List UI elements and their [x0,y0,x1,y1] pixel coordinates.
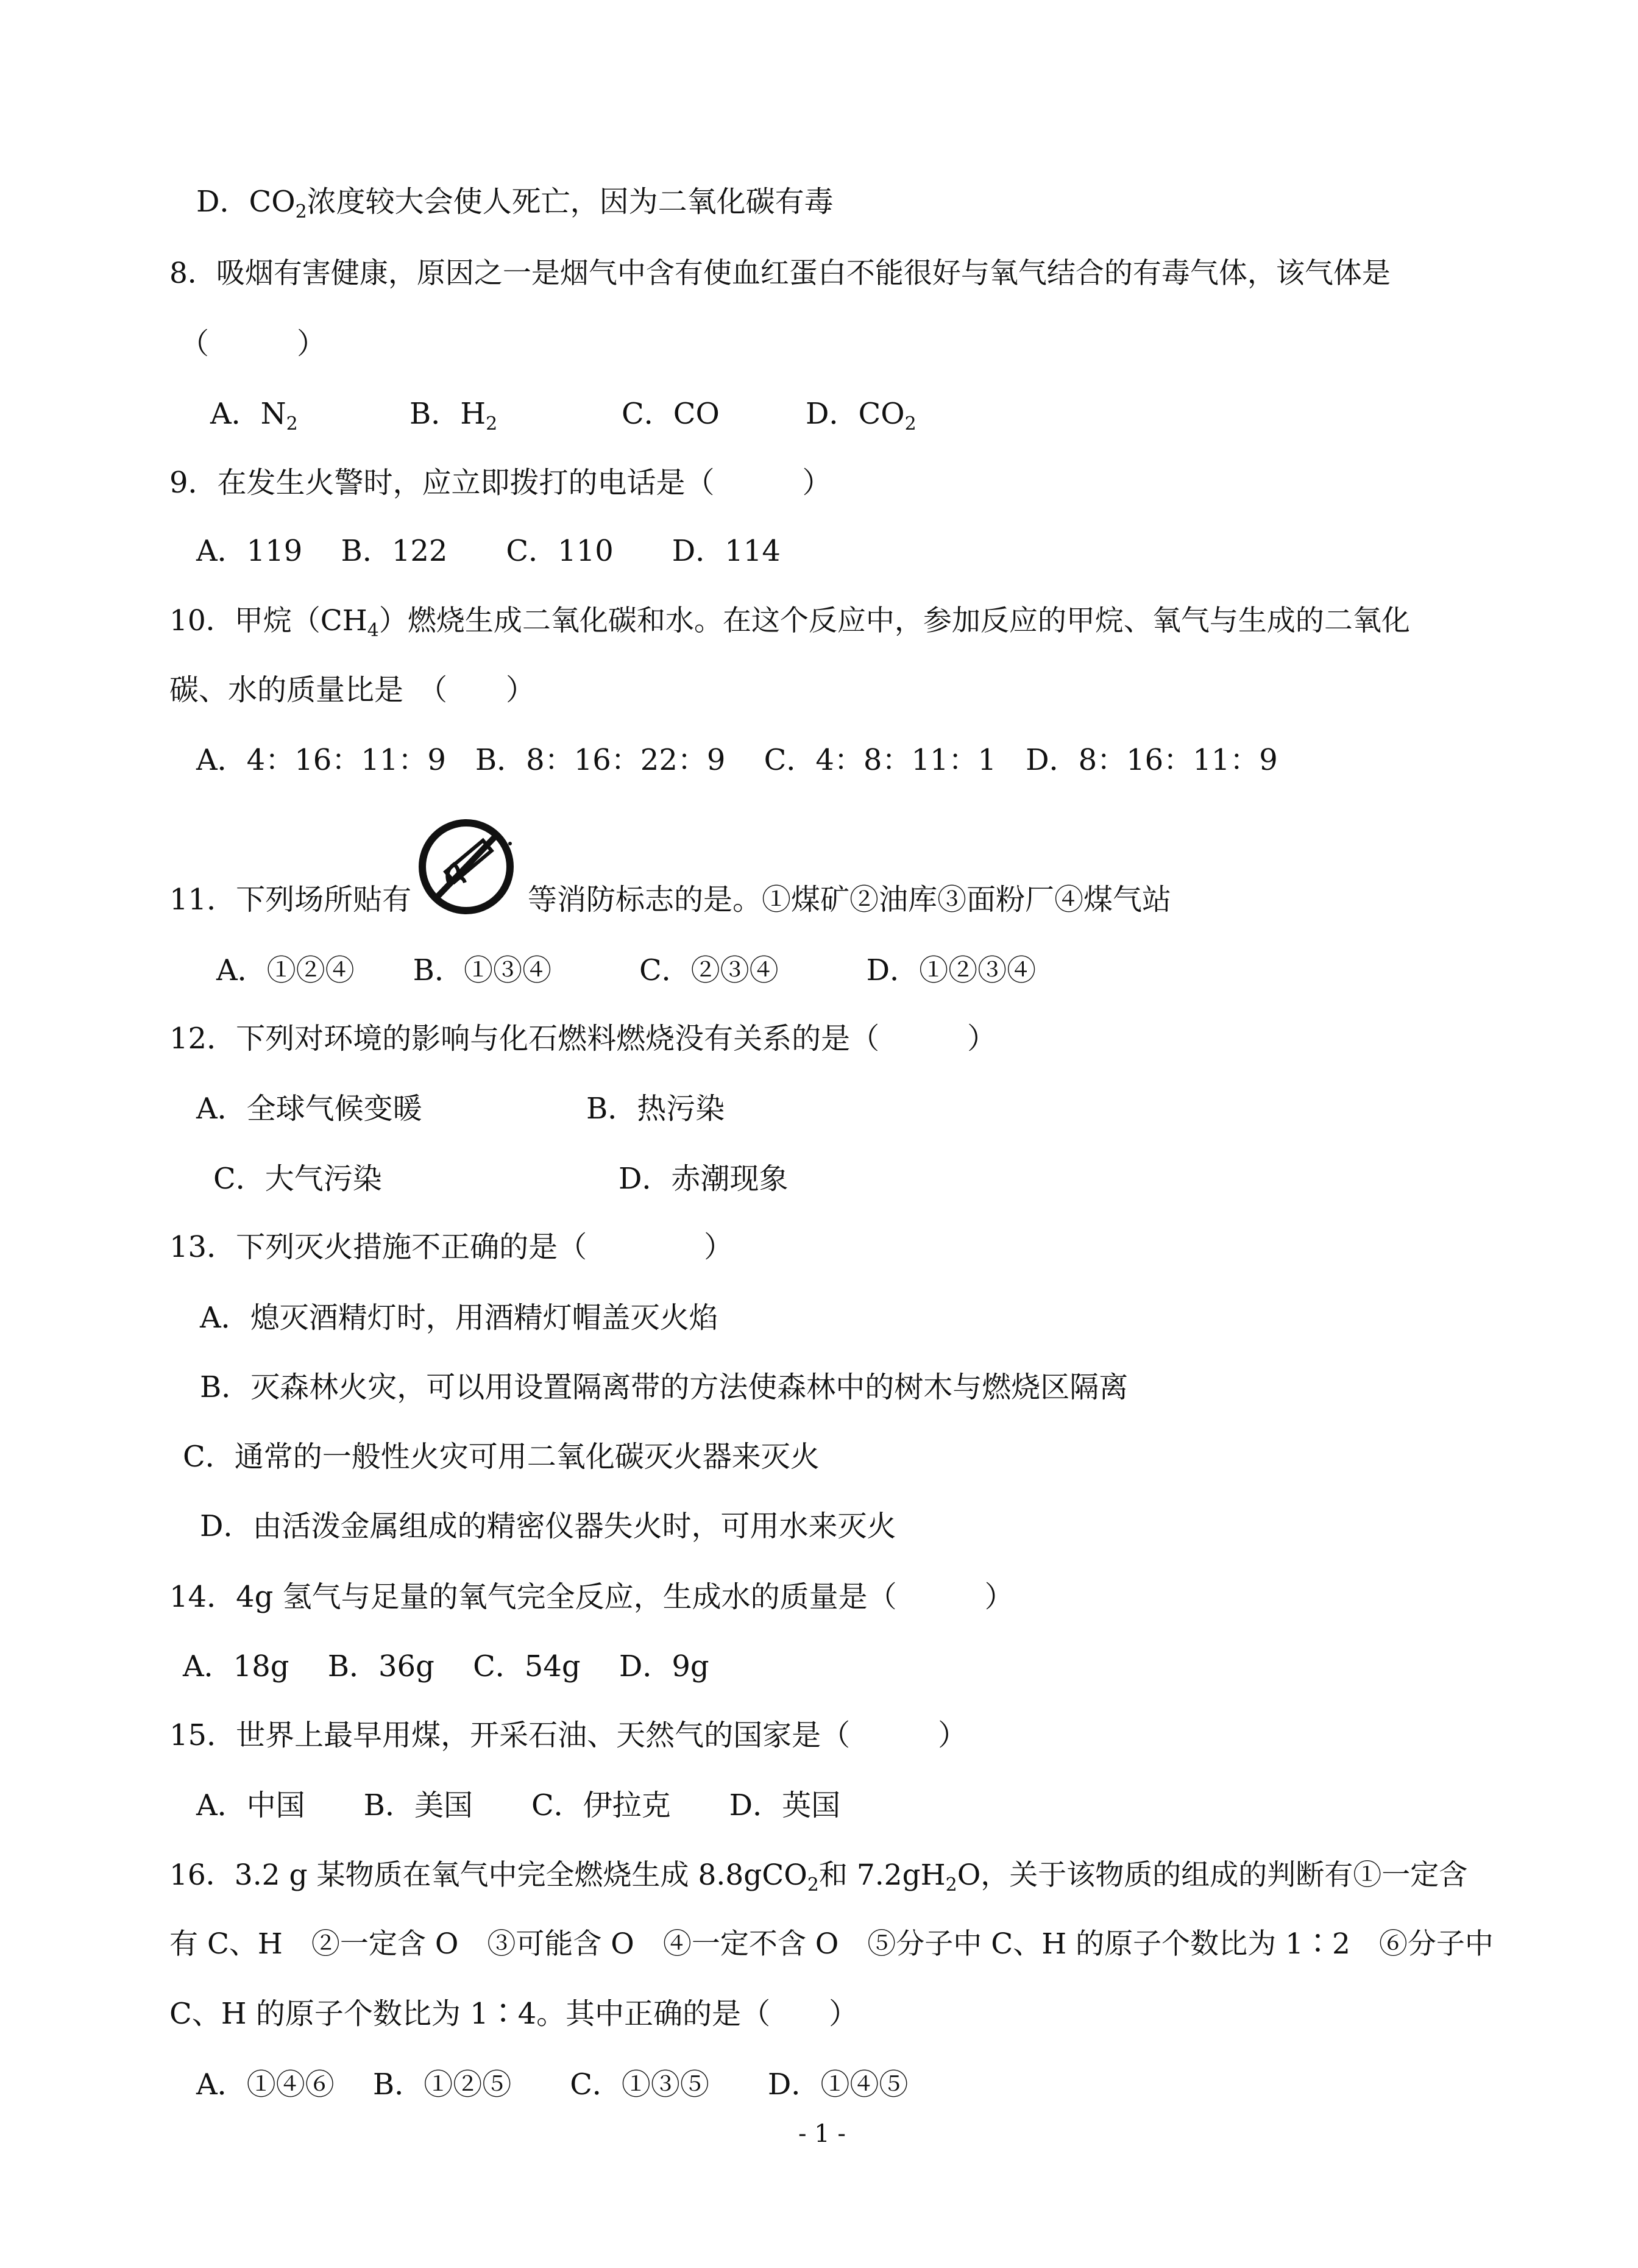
q10-stem-line1: 10．甲烷$(CH_4)$燃烧生成二氧化碳和水。在这个反应中，参加反应的甲烷、氧气与生成的二氧化 [169,604,1410,641]
q15-stem: 15．世界上最早用煤，开采石油、天然气的国家是（ ） [169,1718,968,1752]
q12-option-d: D．赤潮现象 [619,1162,789,1196]
q8-option-c: C．CO [622,397,720,431]
q13-option-d: D．由活泼金属组成的精密仪器失火时，可用水来灭火 [200,1509,896,1543]
q12-option-b: B．热污染 [586,1092,725,1126]
q7-option-d: D．$CO_2$浓度较大会使人死亡，因为二氧化碳有毒 [196,185,834,222]
q10-options: A．4：16：11：9 B．8：16：22：9 C．4：8：11：1 D．8：16：11：9 [196,743,1278,777]
q11-stem-end: 等消防标志的是。①煤矿②油库③面粉厂④煤气站 [528,883,1172,917]
page-number: - 1 - [798,2120,846,2148]
no-smoking-icon [417,817,518,917]
q11-stem-start: 11．下列场所贴有 [169,883,412,917]
q16-stem-line3: C、H 的原子个数比为 1∶4。其中正确的是（ ） [169,1997,859,2031]
q13-option-c: C．通常的一般性火灾可用二氧化碳灭火器来灭火 [183,1440,820,1474]
q14-options: A．18g B．36g C．54g D．9g [183,1649,709,1683]
q12-option-c: C．大气污染 [213,1162,382,1196]
q8-option-a: A．$N_2$ [210,397,298,435]
q15-options: A．中国 B．美国 C．伊拉克 D．英国 [196,1788,841,1822]
q8-stem-paren: （ ） [180,327,327,361]
q10-stem-line2: 碳、水的质量比是 （ ） [169,673,536,707]
q8-stem: 8．吸烟有害健康，原因之一是烟气中含有使血红蛋白不能很好与氧气结合的有毒气体，该气体是 [169,257,1391,290]
q9-options: A．119 B．122 C．110 D．114 [196,534,781,568]
q16-stem-line1: 16．3.2 g 某物质在氧气中完全燃烧生成 8.8gCO$_2$和 $7.2gH_2O$，关于该物质的组成的判断有①一定含 [169,1858,1468,1896]
q14-stem: 14．4g 氢气与足量的氧气完全反应，生成水的质量是（ ） [169,1580,1014,1614]
q12-option-a: A．全球气候变暖 [196,1092,422,1126]
q13-option-a: A．熄灭酒精灯时，用酒精灯帽盖灭火焰 [200,1301,718,1335]
q13-stem: 13．下列灭火措施不正确的是（ ） [169,1230,734,1264]
q8-option-b: B．$H_2$ [410,397,498,435]
q8-option-d: D．$CO_2$ [806,397,916,435]
q11-options: A．①②④ B．①③④ C．②③④ D．①②③④ [216,953,1037,987]
q16-options: A．①④⑥ B．①②⑤ C．①③⑤ D．①④⑤ [196,2067,909,2102]
q13-option-b: B．灭森林火灾，可以用设置隔离带的方法使森林中的树木与燃烧区隔离 [200,1370,1129,1404]
q12-stem: 12．下列对环境的影响与化石燃料燃烧没有关系的是（ ） [169,1022,997,1056]
q9-stem: 9．在发生火警时，应立即拨打的电话是（ ） [169,466,832,500]
q16-stem-line2: 有 C、H ②一定含 O ③可能含 O ④一定不含 O ⑤分子中 C、H 的原子个数比为 1∶2 ⑥分子中 [169,1927,1494,1961]
